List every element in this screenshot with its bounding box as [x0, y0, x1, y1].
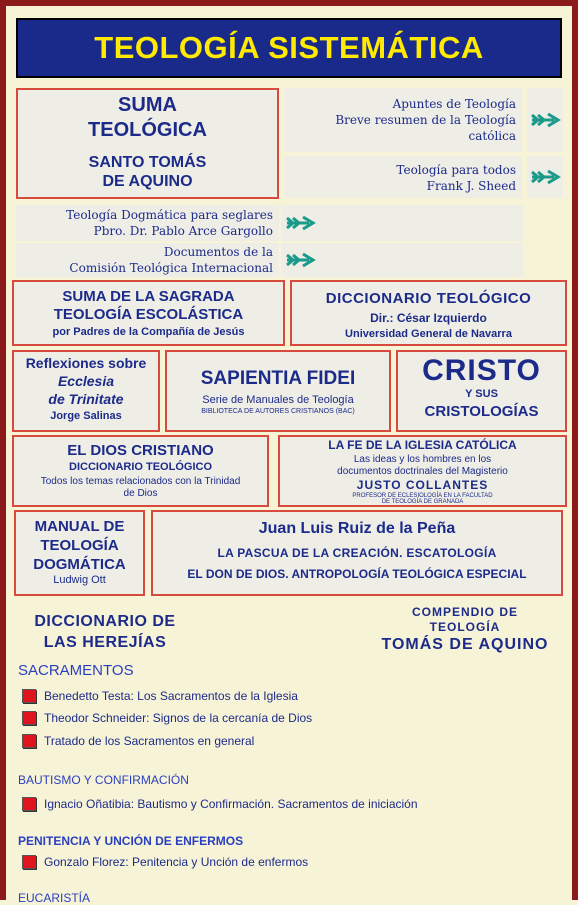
suma-author1: SANTO TOMÁS	[88, 154, 207, 171]
section-title-sacramentos: SACRAMENTOS	[18, 662, 134, 679]
reflexiones-line4: Jorge Salinas	[50, 410, 122, 422]
apuntes-line3: católica	[468, 129, 516, 143]
compendio-line2: TEOLOGÍA	[429, 620, 501, 634]
dios-cristiano-line3: Todos los temas relacionados con la Trinidad	[40, 476, 241, 487]
list-item-label: Tratado de los Sacramentos en general	[44, 734, 255, 748]
cristo-line1: CRISTO	[422, 354, 541, 387]
page-title-banner	[16, 18, 562, 78]
list-item-label: Benedetto Testa: Los Sacramentos de la Iglesia	[44, 689, 298, 703]
apuntes-arrow-cell[interactable]	[527, 88, 563, 152]
ruiz-pena-card[interactable]	[151, 510, 563, 596]
dios-cristiano-line2: DICCIONARIO TEOLÓGICO	[69, 461, 212, 473]
diccionario-teologico-card[interactable]	[290, 280, 567, 346]
diccionario-teol-line1: DICCIONARIO TEOLÓGICO	[325, 290, 532, 307]
diccionario-herejias-link[interactable]	[20, 611, 190, 653]
cristo-line2: Y SUS	[465, 388, 498, 400]
bullet-icon	[22, 711, 36, 725]
dios-cristiano-line1: EL DIOS CRISTIANO	[67, 442, 214, 459]
manual-line4: Ludwig Ott	[53, 574, 106, 586]
documentos-line2: Comisión Teológica Internacional	[69, 261, 273, 275]
suma-teologica-card[interactable]	[16, 88, 279, 199]
list-item-label: Gonzalo Florez: Penitencia y Unción de enfermos	[44, 855, 309, 869]
fe-iglesia-line1: LA FE DE LA IGLESIA CATÓLICA	[328, 438, 517, 452]
cristo-card[interactable]	[396, 350, 567, 432]
apuntes-card[interactable]	[284, 88, 522, 152]
fe-iglesia-line2: Las ideas y los hombres en los	[353, 454, 492, 465]
sapientia-fidei-card[interactable]	[165, 350, 391, 432]
page-title: TEOLOGÍA SISTEMÁTICA	[94, 30, 484, 65]
list-item[interactable]	[22, 689, 298, 703]
sapientia-line1: SAPIENTIA FIDEI	[200, 368, 356, 389]
teologia-todos-arrow-cell[interactable]	[527, 156, 563, 198]
arrow-icon	[285, 251, 319, 269]
suma-author2: DE AQUINO	[102, 173, 193, 190]
arrow-icon	[530, 111, 564, 129]
reflexiones-line3: de Trinitate	[48, 391, 124, 407]
documentos-arrow-cell[interactable]	[281, 243, 523, 277]
manual-line3: DOGMÁTICA	[33, 556, 126, 573]
apuntes-line1: Apuntes de Teología	[392, 97, 516, 111]
diccionario-teol-line3: Universidad General de Navarra	[345, 328, 512, 340]
teologia-para-todos-card[interactable]	[284, 156, 522, 198]
compendio-link[interactable]	[370, 605, 560, 654]
compendio-line1: COMPENDIO DE	[411, 605, 518, 619]
suma-sagrada-line1: SUMA DE LA SAGRADA	[62, 288, 235, 305]
dogmatica-arrow-cell[interactable]	[281, 205, 523, 241]
compendio-line3: TOMÁS DE AQUINO	[381, 636, 549, 653]
dios-cristiano-card[interactable]	[12, 435, 269, 507]
ruiz-line2: LA PASCUA DE LA CREACIÓN. ESCATOLOGÍA	[217, 546, 497, 560]
documentos-line1: Documentos de la	[163, 245, 273, 259]
list-item-label: Theodor Schneider: Signos de la cercanía de Dios	[44, 711, 313, 725]
manual-line1: MANUAL DE	[34, 518, 125, 535]
fe-iglesia-catolica-card[interactable]	[278, 435, 567, 507]
dogmatica-seglares-card[interactable]	[16, 205, 279, 241]
list-item-label: Ignacio Oñatibia: Bautismo y Confirmación. Sacramentos de iniciación	[44, 797, 418, 811]
teologia-todos-line1: Teología para todos	[396, 163, 516, 177]
diccionario-teol-line2: Dir.: César Izquierdo	[370, 311, 487, 325]
section-title-penitencia: PENITENCIA Y UNCIÓN DE ENFERMOS	[18, 834, 244, 848]
bullet-icon	[22, 734, 36, 748]
suma-line2: TEOLÓGICA	[88, 119, 207, 141]
list-item[interactable]	[22, 855, 308, 869]
bullet-icon	[22, 689, 36, 703]
ruiz-line1: Juan Luis Ruiz de la Peña	[258, 520, 456, 537]
dios-cristiano-line4: de Dios	[123, 488, 158, 499]
section-title-bautismo: BAUTISMO Y CONFIRMACIÓN	[18, 773, 189, 787]
manual-dogmatica-card[interactable]	[14, 510, 145, 596]
manual-line2: TEOLOGÍA	[40, 537, 119, 554]
teologia-todos-line2: Frank J. Sheed	[426, 179, 516, 193]
suma-sagrada-line2: TEOLOGÍA ESCOLÁSTICA	[53, 306, 244, 323]
suma-sagrada-card[interactable]	[12, 280, 285, 346]
sapientia-line3: BIBLIOTECA DE AUTORES CRISTIANOS (BAC)	[201, 408, 355, 415]
reflexiones-line2: Ecclesia	[57, 373, 115, 389]
fe-iglesia-line6: DE TEOLOGÍA DE GRANADA	[381, 499, 464, 505]
fe-iglesia-line3: documentos doctrinales del Magisterio	[337, 466, 508, 477]
list-item[interactable]	[22, 734, 254, 748]
section-title-eucaristia: EUCARISTÍA	[18, 891, 91, 905]
ruiz-line3: EL DON DE DIOS. ANTROPOLOGÍA TEOLÓGICA ESPECIAL	[187, 567, 527, 581]
fe-iglesia-line5: PROFESOR DE ECLESIOLOGÍA EN LA FACULTAD	[352, 493, 493, 499]
apuntes-line2: Breve resumen de la Teología	[335, 113, 516, 127]
list-item[interactable]	[22, 711, 312, 725]
arrow-icon	[530, 168, 564, 186]
dogmatica-line2: Pbro. Dr. Pablo Arce Gargollo	[93, 224, 273, 238]
reflexiones-line1: Reflexiones sobre	[25, 355, 147, 371]
bullet-icon	[22, 855, 36, 869]
reflexiones-card[interactable]	[12, 350, 160, 432]
dogmatica-line1: Teología Dogmática para seglares	[66, 208, 273, 222]
fe-iglesia-line4: JUSTO COLLANTES	[356, 478, 489, 492]
arrow-icon	[285, 214, 319, 232]
herejias-line2: LAS HEREJÍAS	[43, 634, 167, 651]
suma-line1: SUMA	[118, 94, 177, 116]
cristo-line3: CRISTOLOGÍAS	[424, 403, 539, 420]
suma-sagrada-line3: por Padres de la Compañía de Jesús	[52, 326, 245, 338]
list-item[interactable]	[22, 797, 418, 811]
documentos-cti-card[interactable]	[16, 243, 279, 277]
bullet-icon	[22, 797, 36, 811]
herejias-line1: DICCIONARIO DE	[34, 613, 176, 630]
sapientia-line2: Serie de Manuales de Teología	[202, 394, 354, 406]
